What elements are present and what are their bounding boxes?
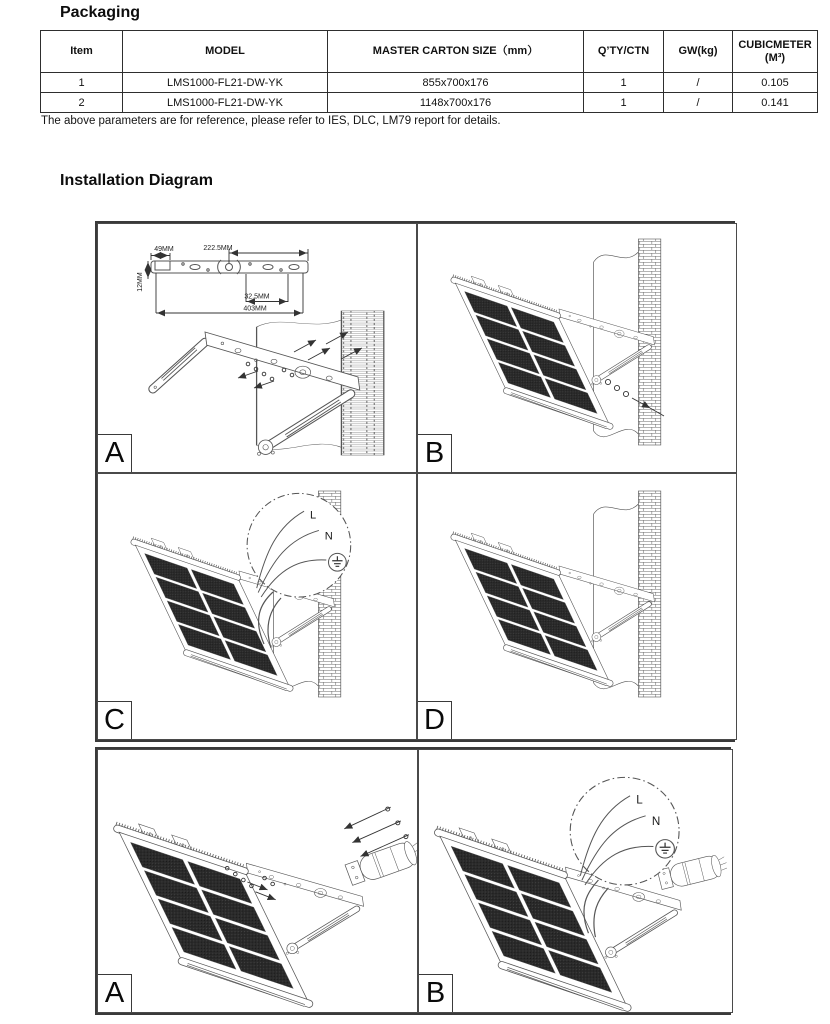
cell-cubic: 0.105 bbox=[733, 73, 818, 93]
panel-label: B bbox=[418, 434, 452, 472]
dim-12mm: 12MM bbox=[137, 272, 144, 292]
cell-item: 1 bbox=[41, 73, 123, 93]
cell-item: 2 bbox=[41, 93, 123, 113]
cell-qty: 1 bbox=[584, 73, 664, 93]
cell-cubic: 0.141 bbox=[733, 93, 818, 113]
col-header-gw: GW(kg) bbox=[664, 31, 733, 73]
panel-a-bracket-mounting bbox=[97, 223, 417, 473]
packaging-heading: Packaging bbox=[60, 4, 141, 21]
panel-b-pole-wiring bbox=[418, 749, 733, 1013]
attach-light-drawing bbox=[418, 224, 736, 472]
panel-label: B bbox=[419, 974, 453, 1012]
col-header-model: MODEL bbox=[123, 31, 328, 73]
installation-grid-bottom bbox=[95, 747, 731, 1015]
panel-label: A bbox=[98, 974, 132, 1012]
installation-heading: Installation Diagram bbox=[60, 172, 213, 189]
installation-grid-top bbox=[95, 221, 735, 742]
col-header-cubic: CUBICMETER(M³) bbox=[733, 31, 818, 73]
table-row bbox=[41, 73, 818, 93]
panel-a-pole-assembly bbox=[97, 749, 418, 1013]
pole-assembly-drawing bbox=[98, 750, 417, 1012]
dim-32mm: 32.5MM bbox=[244, 293, 270, 301]
pole-wiring-drawing bbox=[419, 750, 732, 1012]
table-header-row bbox=[41, 31, 818, 73]
cell-qty: 1 bbox=[584, 93, 664, 113]
panel-label: A bbox=[98, 434, 132, 472]
dim-222mm: 222.5MM bbox=[203, 245, 233, 252]
cell-carton: 855x700x176 bbox=[328, 73, 584, 93]
cell-carton: 1148x700x176 bbox=[328, 93, 584, 113]
panel-label: C bbox=[98, 701, 132, 739]
cell-model: LMS1000-FL21-DW-YK bbox=[123, 73, 328, 93]
bracket-dimension-drawing bbox=[98, 224, 416, 472]
col-header-qty: Q’TY/CTN bbox=[584, 31, 664, 73]
cell-gw: / bbox=[664, 73, 733, 93]
wiring-drawing bbox=[98, 474, 416, 739]
table-row bbox=[41, 93, 818, 113]
cell-model: LMS1000-FL21-DW-YK bbox=[123, 93, 328, 113]
col-header-item: Item bbox=[41, 31, 123, 73]
packaging-table bbox=[40, 30, 818, 113]
dimension-lines bbox=[148, 249, 308, 313]
dim-403mm: 403MM bbox=[243, 305, 267, 313]
cell-gw: / bbox=[664, 93, 733, 113]
col-header-carton: MASTER CARTON SIZE（mm） bbox=[328, 31, 584, 73]
panel-label: D bbox=[418, 701, 452, 739]
panel-d-completed-mount bbox=[417, 473, 737, 740]
panel-b-attach-light bbox=[417, 223, 737, 473]
completed-mount-drawing bbox=[418, 474, 736, 739]
reference-note: The above parameters are for reference, please refer to IES, DLC, LM79 report for details. bbox=[41, 115, 501, 127]
dim-49mm: 49MM bbox=[154, 246, 174, 253]
bracket-top-view bbox=[151, 260, 308, 274]
panel-c-wiring bbox=[97, 473, 417, 740]
